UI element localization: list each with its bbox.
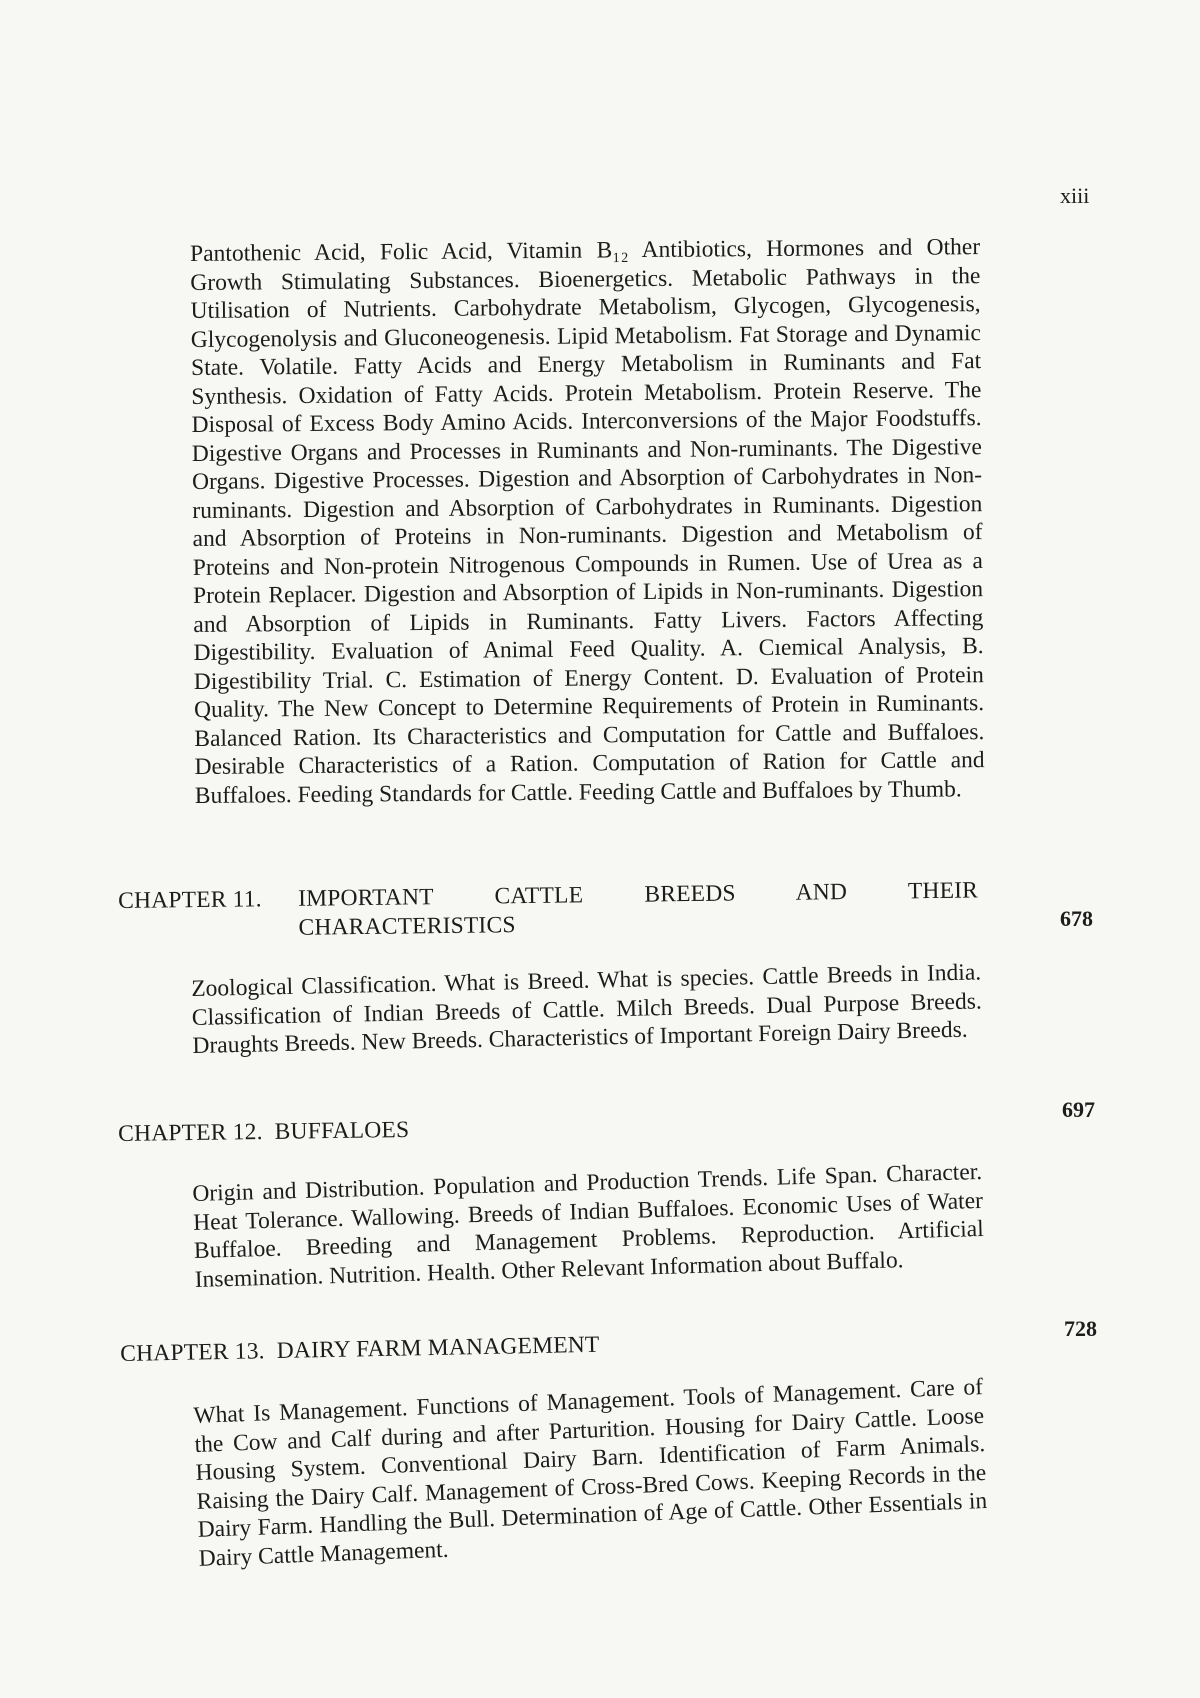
chapter-page-number: 728 (1064, 1316, 1097, 1341)
chapter-title: DAIRY FARM MANAGEMENT (276, 1331, 600, 1364)
chapter-summary: What Is Management. Functions of Management. Tools of Management. Care of the Cow and Calf during and after Parturition. Housing for Dairy Cattle. Loose Housing System. Conventional Dairy Barn. Identification of Farm Animals. Raising the Dairy Calf. Management of Cross-Bred Cows. Keeping Records in the Dairy Farm. Handling the Bull. Determination of Age of Cattle. Other Essentials in Dairy Cattle Management. (193, 1374, 988, 1572)
chapter-title: BUFFALOES (274, 1116, 410, 1145)
chapter-title-continued: CHARACTERISTICS (298, 912, 516, 941)
chapter-summary: Zoological Classification. What is Breed. What is species. Cattle Breeds in India. Classification of Indian Breeds of Cattle. Milch Breeds. Dual Purpose Breeds. Draughts Breeds. New Breeds. Characteristics of Important Foreign Dairy Breeds. (191, 959, 982, 1059)
chapter-title: IMPORTANT CATTLE BREEDS AND THEIR (297, 877, 979, 912)
chapter-page-number: 697 (1062, 1097, 1095, 1122)
intro-paragraph: Pantothenic Acid, Folic Acid, Vitamin B₁₂ Antibiotics, Hormones and Other Growth Stimulating Substances. Bioenergetics. Metabolic Pathways in the Utilisation of Nutrients. Carbohydrate Metabolism, Glycogen, Glycogenesis, Glycogenolysis and Gluconeogenesis. Lipid Metabolism. Fat Storage and Dynamic State. Volatile. Fatty Acids and Energy Metabolism in Ruminants and Fat Synthesis. Oxidation of Fatty Acids. Protein Metabolism. Protein Reserve. The Disposal of Excess Body Amino Acids. Interconversions of the Major Foodstuffs. Digestive Organs and Processes in Ruminants and Non-ruminants. The Digestive Organs. Digestive Processes. Digestion and Absorption of Carbohydrates in Non-ruminants. Digestion and Absorption of Carbohydrates in Ruminants. Digestion and Absorption of Proteins in Non-ruminants. Digestion and Metabolism of Proteins and Non-protein Nitrogenous Compounds in Rumen. Use of Urea as a Protein Replacer. Digestion and Absorption of Lipids in Non-ruminants. Digestion and Absorption of Lipids in Ruminants. Fatty Livers. Factors Affecting Digestibility. Evaluation of Animal Feed Quality. A. Cıemical Analysis, B. Digestibility Trial. C. Estimation of Energy Content. D. Evaluation of Protein Quality. The New Concept to Determine Requirements of Protein in Ruminants. Balanced Ration. Its Characteristics and Computation for Cattle and Buffaloes. Desirable Characteristics of a Ration. Computation of Ration for Cattle and Buffaloes. Feeding Standards for Cattle. Feeding Cattle and Buffaloes by Thumb. (190, 234, 985, 809)
chapter-summary: Origin and Distribution. Population and Production Trends. Life Span. Character. Heat Tolerance. Wallowing. Breeds of Indian Buffaloes. Economic Uses of Water Buffaloe. Breeding and Management Problems. Reproduction. Artificial Insemination. Nutrition. Health. Other Relevant Information about Buffalo. (192, 1158, 985, 1293)
page-number: xiii (1060, 183, 1090, 208)
chapter-13-heading (120, 1332, 600, 1368)
chapter-number: CHAPTER 12. (118, 1118, 263, 1147)
chapter-number: CHAPTER 11. (118, 886, 262, 914)
chapter-11-heading (118, 877, 979, 944)
chapter-12-heading (118, 1117, 409, 1148)
chapter-number: CHAPTER 13. (120, 1338, 266, 1367)
chapter-page-number: 678 (1060, 906, 1093, 931)
